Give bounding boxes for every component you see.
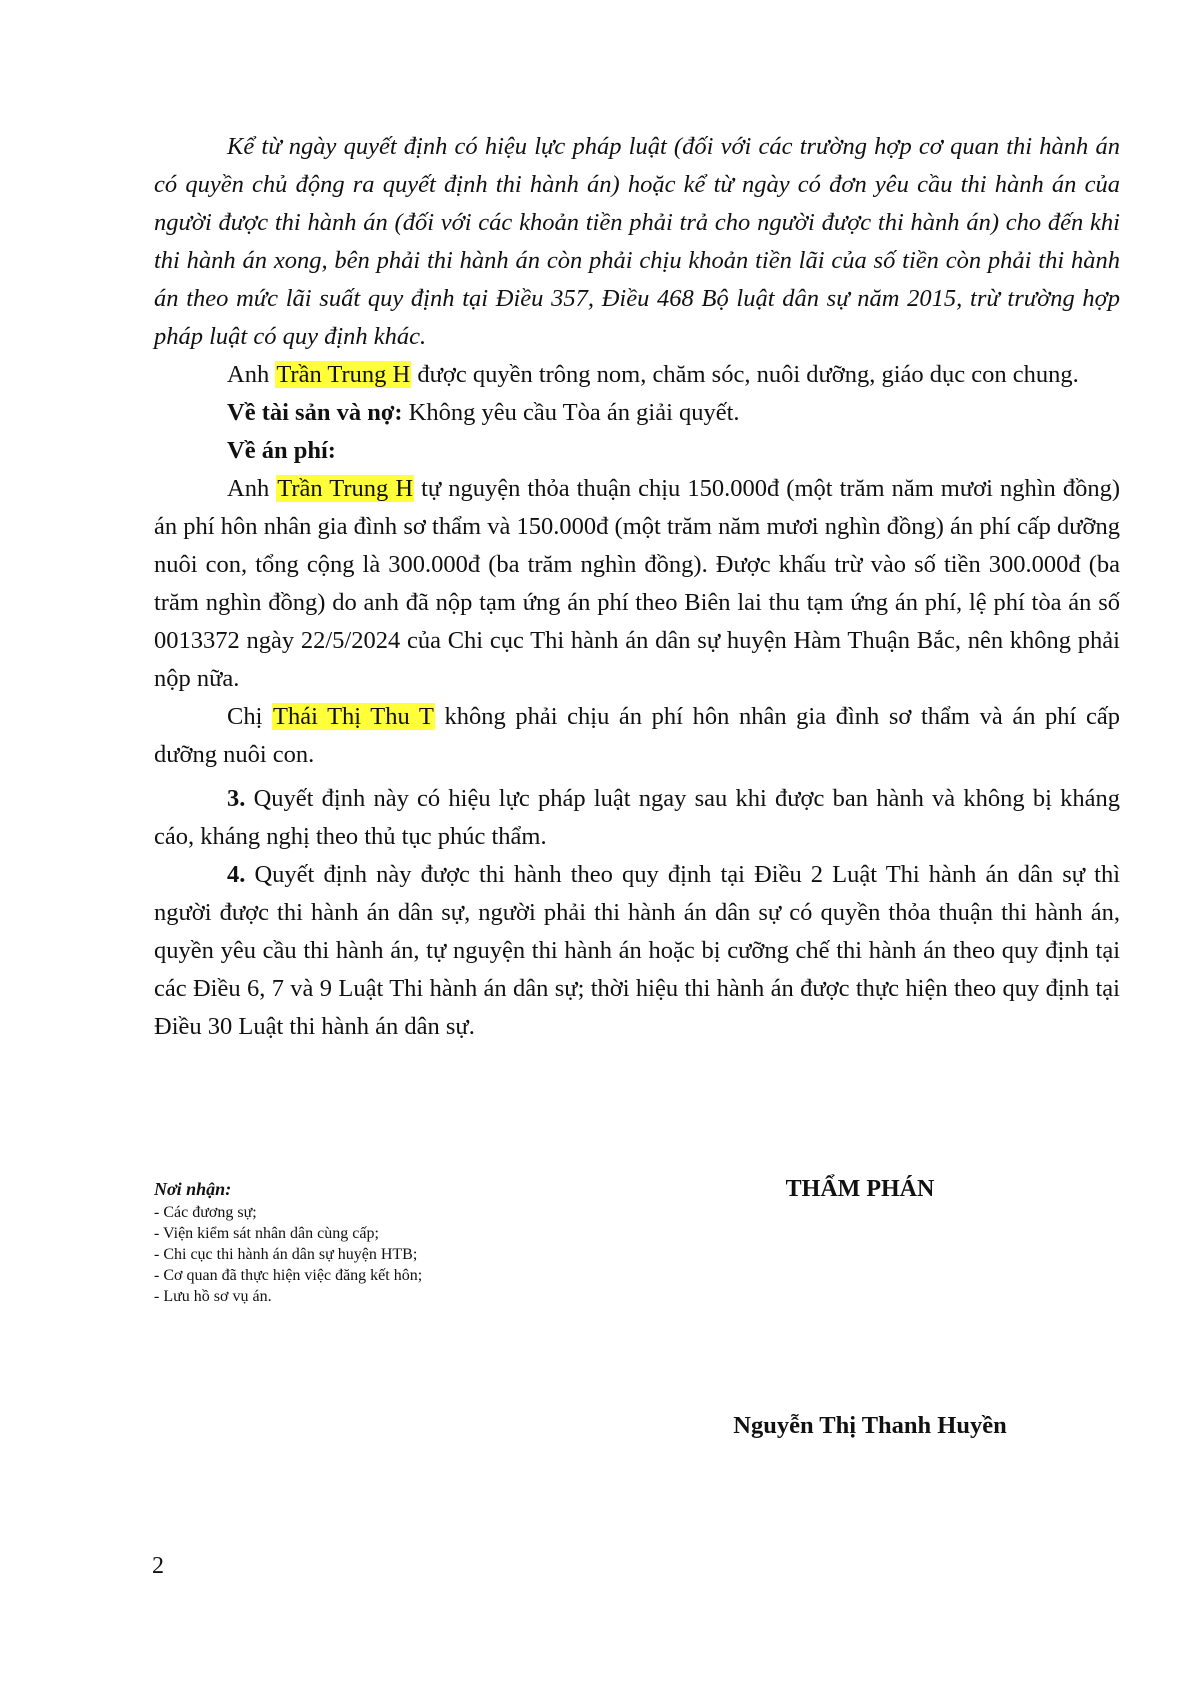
- page-number: 2: [152, 1553, 164, 1579]
- party-name-highlight: Thái Thị Thu T: [273, 703, 434, 730]
- custody-text: được quyền trông nom, chăm sóc, nuôi dưỡng, giáo dục con chung.: [411, 361, 1079, 388]
- clause-4-number: 4.: [227, 861, 246, 888]
- recipient-item: - Lưu hồ sơ vụ án.: [154, 1288, 272, 1305]
- fees-father-paragraph: [154, 470, 1120, 698]
- recipient-item: - Các đương sự;: [154, 1204, 257, 1221]
- recipients-title: Nơi nhận:: [154, 1179, 232, 1199]
- recipient-item: - Chi cục thi hành án dân sự huyện HTB;: [154, 1246, 418, 1263]
- fees-heading-text: Về án phí:: [227, 437, 336, 464]
- clause-4-paragraph: [154, 856, 1120, 1046]
- fees-father-prefix: Anh: [227, 475, 277, 502]
- clause-3-number: 3.: [227, 785, 246, 812]
- fees-mother-prefix: Chị: [227, 703, 273, 730]
- party-name-highlight: Trần Trung H: [276, 361, 411, 388]
- clause-4-text: Quyết định này được thi hành theo quy định tại Điều 2 Luật Thi hành án dân sự thì người được thi hành án dân sự, người phải thi hành án dân sự có quyền thỏa thuận thi hành án, quyền yêu cầu thi hành án, tự nguyện thi hành án hoặc bị cưỡng chế thi hành án theo quy định tại các Điều 6, 7 và 9 Luật Thi hành án dân sự; thời hiệu thi hành án được thực hiện theo quy định tại Điều 30 Luật thi hành án dân sự.: [154, 861, 1120, 1040]
- recipients-block: [154, 1178, 574, 1307]
- fees-mother-text: không phải chịu án phí hôn nhân gia đình sơ thẩm và án phí cấp dưỡng nuôi con.: [154, 703, 1120, 768]
- fees-father-text: tự nguyện thỏa thuận chịu 150.000đ (một trăm năm mươi nghìn đồng) án phí hôn nhân gia đình sơ thẩm và 150.000đ (một trăm năm mươi nghìn đồng) án phí cấp dưỡng nuôi con, tổng cộng là 300.000đ (ba trăm nghìn đồng). Được khấu trừ vào số tiền 300.000đ (ba trăm nghìn đồng) do anh đã nộp tạm ứng án phí theo Biên lai thu tạm ứng án phí, lệ phí tòa án số 0013372 ngày 22/5/2024 của Chi cục Thi hành án dân sự huyện Hàm Thuận Bắc, nên không phải nộp nữa.: [154, 475, 1120, 692]
- assets-paragraph: [154, 394, 1120, 432]
- party-name-highlight: Trần Trung H: [277, 475, 414, 502]
- custody-paragraph: [154, 356, 1120, 394]
- clause-3-paragraph: [154, 780, 1120, 856]
- judge-name: Nguyễn Thị Thanh Huyền: [733, 1412, 1007, 1439]
- judge-title: THẨM PHÁN: [785, 1176, 935, 1202]
- decision-body: [154, 128, 1120, 1046]
- assets-heading: Về tài sản và nợ:: [227, 399, 403, 426]
- recipient-item: - Cơ quan đã thực hiện việc đăng kết hôn;: [154, 1267, 423, 1284]
- recipients-list: [154, 1202, 574, 1307]
- custody-prefix: Anh: [227, 361, 276, 388]
- fees-mother-paragraph: [154, 698, 1120, 774]
- recipient-item: - Viện kiểm sát nhân dân cùng cấp;: [154, 1225, 379, 1242]
- assets-text: Không yêu cầu Tòa án giải quyết.: [402, 399, 740, 426]
- clause-3-text: Quyết định này có hiệu lực pháp luật ngay sau khi được ban hành và không bị kháng cáo, kháng nghị theo thủ tục phúc thẩm.: [154, 785, 1120, 850]
- interest-paragraph: Kể từ ngày quyết định có hiệu lực pháp luật (đối với các trường hợp cơ quan thi hành án có quyền chủ động ra quyết định thi hành án) hoặc kể từ ngày có đơn yêu cầu thi hành án của người được thi hành án (đối với các khoản tiền phải trả cho người được thi hành án) cho đến khi thi hành án xong, bên phải thi hành án còn phải chịu khoản tiền lãi của số tiền còn phải thi hành án theo mức lãi suất quy định tại Điều 357, Điều 468 Bộ luật dân sự năm 2015, trừ trường hợp pháp luật có quy định khác.: [154, 133, 1120, 350]
- fees-heading: [154, 432, 1120, 470]
